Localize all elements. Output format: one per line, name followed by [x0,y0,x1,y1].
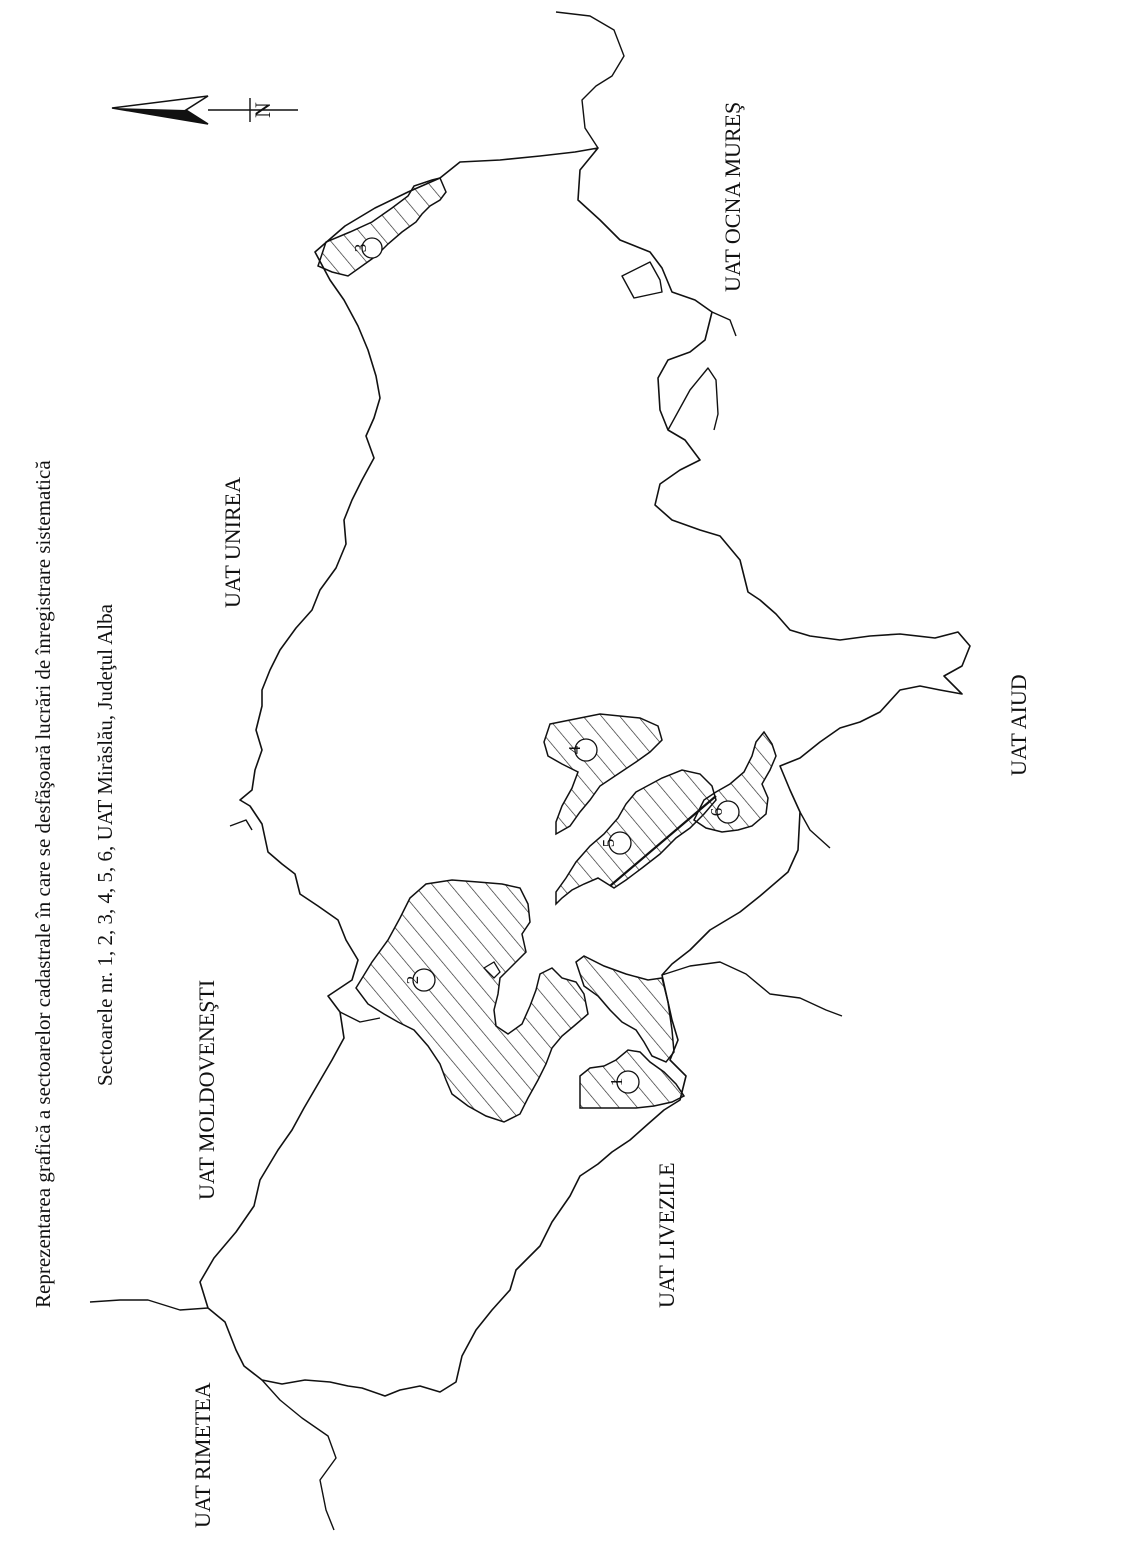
north-arrow-icon [112,96,298,124]
neighbor-unirea: UAT UNIREA [220,477,245,608]
sector-2 [356,880,588,1122]
sector-3 [318,178,446,276]
sector-6-label: 6 [707,807,726,817]
neighbor-aiud: UAT AIUD [1006,674,1031,776]
sector-5-label: 5 [599,838,618,848]
neighbor-ocna-mures: UAT OCNA MUREŞ [720,101,745,292]
sector-2-label: 2 [403,975,422,985]
map-subtitle: Sectoarele nr. 1, 2, 3, 4, 5, 6, UAT Mirăslău, Judeţul Alba [93,604,117,1086]
sector-4-label: 4 [565,745,584,755]
map-title: Reprezentarea grafică a sectoarelor cadastrale în care se desfăşoară lucrări de înregistrare sistematică [31,460,55,1308]
neighbor-livezile: UAT LIVEZILE [654,1162,679,1308]
north-label: N [250,102,275,118]
sector-1 [576,956,684,1108]
neighbor-rimetea: UAT RIMETEA [190,1382,215,1528]
neighbor-moldovenesti: UAT MOLDOVENEŞTI [194,979,219,1200]
sector-3-label: 3 [351,243,370,253]
sector-1-label: 1 [607,1077,626,1087]
